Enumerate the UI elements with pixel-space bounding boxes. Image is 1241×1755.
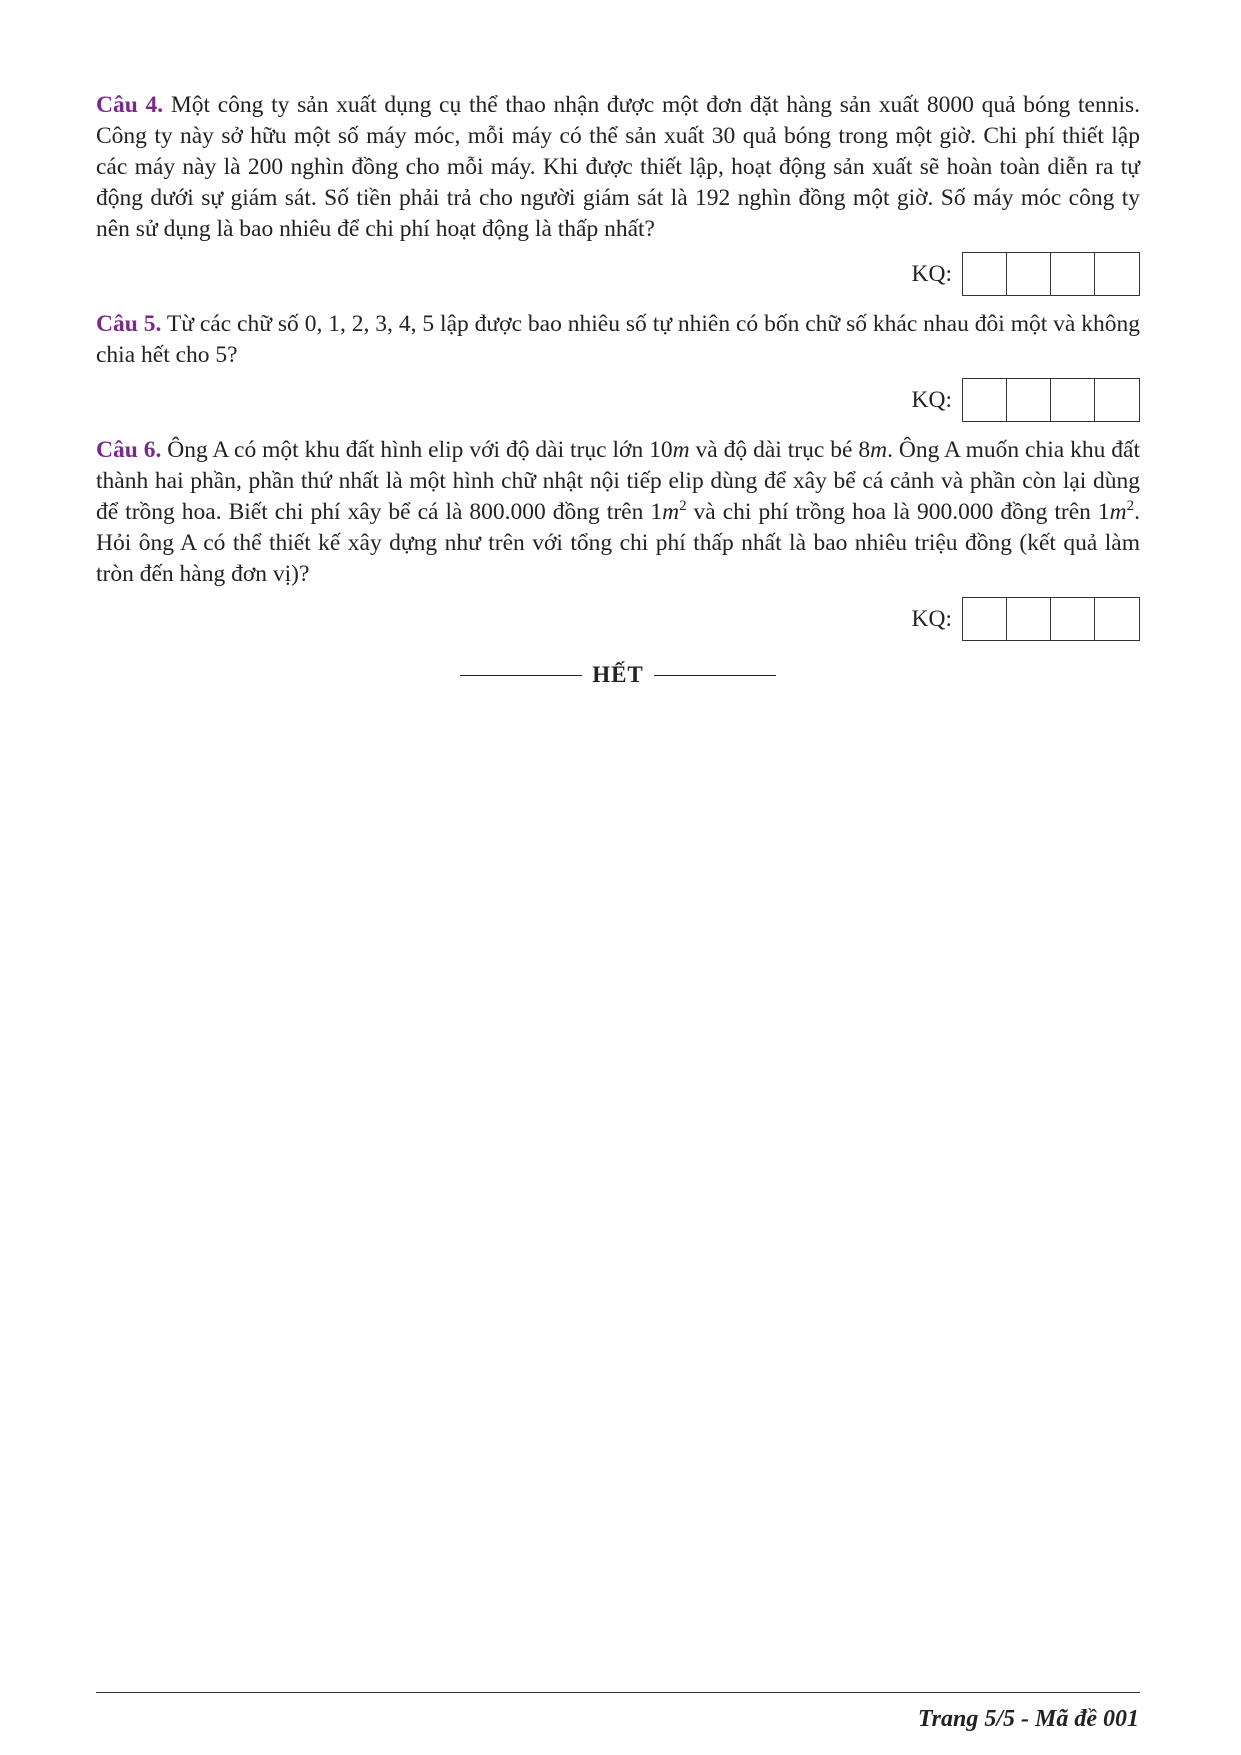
end-line-left <box>460 675 582 676</box>
question-5-number: Câu 5. <box>96 311 162 337</box>
answer-box[interactable] <box>1051 598 1095 640</box>
question-4-text: Một công ty sản xuất dụng cụ thể thao nhận được một đơn đặt hàng sản xuất 8000 quả bóng tennis. Công ty này sở hữu một số máy móc, mỗi máy có thể sản xuất 30 quả bóng trong một giờ. Chi phí thiết lập các máy này là 200 nghìn đồng cho mỗi máy. Khi được thiết lập, hoạt động sản xuất sẽ hoàn toàn diễn ra tự động dưới sự giám sát. Số tiền phải trả cho người giám sát là 192 nghìn đồng một giờ. Số máy móc công ty nên sử dụng là bao nhiêu để chi phí hoạt động là thấp nhất? <box>96 92 1140 242</box>
answer-boxes <box>962 378 1140 422</box>
unit-m: m <box>672 437 690 463</box>
answer-label: KQ: <box>911 260 952 287</box>
answer-box[interactable] <box>963 379 1007 421</box>
question-6-number: Câu 6. <box>96 437 162 463</box>
question-5-text: Từ các chữ số 0, 1, 2, 3, 4, 5 lập được bao nhiêu số tự nhiên có bốn chữ số khác nhau đôi một và không chia hết cho 5? <box>96 311 1141 368</box>
unit-m: m <box>662 499 680 525</box>
question-5-answer <box>96 377 1140 423</box>
end-marker <box>96 662 1140 688</box>
question-4-answer <box>96 251 1140 297</box>
answer-boxes <box>962 252 1140 296</box>
question-6-text-2: và độ dài trục bé 8 <box>689 437 871 463</box>
answer-box[interactable] <box>963 598 1007 640</box>
page-content <box>96 90 1140 688</box>
answer-box[interactable] <box>1051 379 1095 421</box>
footer-rule <box>96 1692 1140 1693</box>
answer-box[interactable] <box>963 253 1007 295</box>
answer-box[interactable] <box>1007 379 1051 421</box>
answer-label: KQ: <box>911 605 952 632</box>
question-6-text-1: Ông A có một khu đất hình elip với độ dài trục lớn 10 <box>167 437 673 463</box>
question-6-text-4: và chi phí trồng hoa là 900.000 đồng trên 1 <box>686 499 1110 525</box>
exponent: 2 <box>679 498 687 515</box>
question-4-number: Câu 4. <box>96 92 164 118</box>
question-6-text-3: . Ông A muốn chia khu đất thành hai phần, phần thứ nhất là một hình chữ nhật nội tiếp elip dùng để xây bể cá cảnh và phần còn lại dùng để trồng hoa. Biết chi phí xây bể cá là 800.000 đồng trên 1 <box>96 437 1141 525</box>
answer-box[interactable] <box>1095 253 1139 295</box>
exponent: 2 <box>1126 498 1135 515</box>
unit-m: m <box>1109 499 1127 525</box>
answer-box[interactable] <box>1007 598 1051 640</box>
answer-box[interactable] <box>1007 253 1051 295</box>
question-6 <box>96 435 1140 590</box>
question-5 <box>96 309 1140 371</box>
answer-box[interactable] <box>1051 253 1095 295</box>
page-footer: Trang 5/5 - Mã đề 001 <box>917 1706 1139 1732</box>
answer-boxes <box>962 597 1140 641</box>
end-text: HẾT <box>592 662 644 687</box>
question-6-text-5: . Hỏi ông A có thể thiết kế xây dựng như trên với tổng chi phí thấp nhất là bao nhiêu triệu đồng (kết quả làm tròn đến hàng đơn vị)? <box>96 499 1140 587</box>
answer-box[interactable] <box>1095 598 1139 640</box>
answer-label: KQ: <box>911 386 952 413</box>
unit-m: m <box>870 437 888 463</box>
question-4 <box>96 90 1140 245</box>
end-line-right <box>654 675 776 676</box>
answer-box[interactable] <box>1095 379 1139 421</box>
question-6-answer <box>96 596 1140 642</box>
